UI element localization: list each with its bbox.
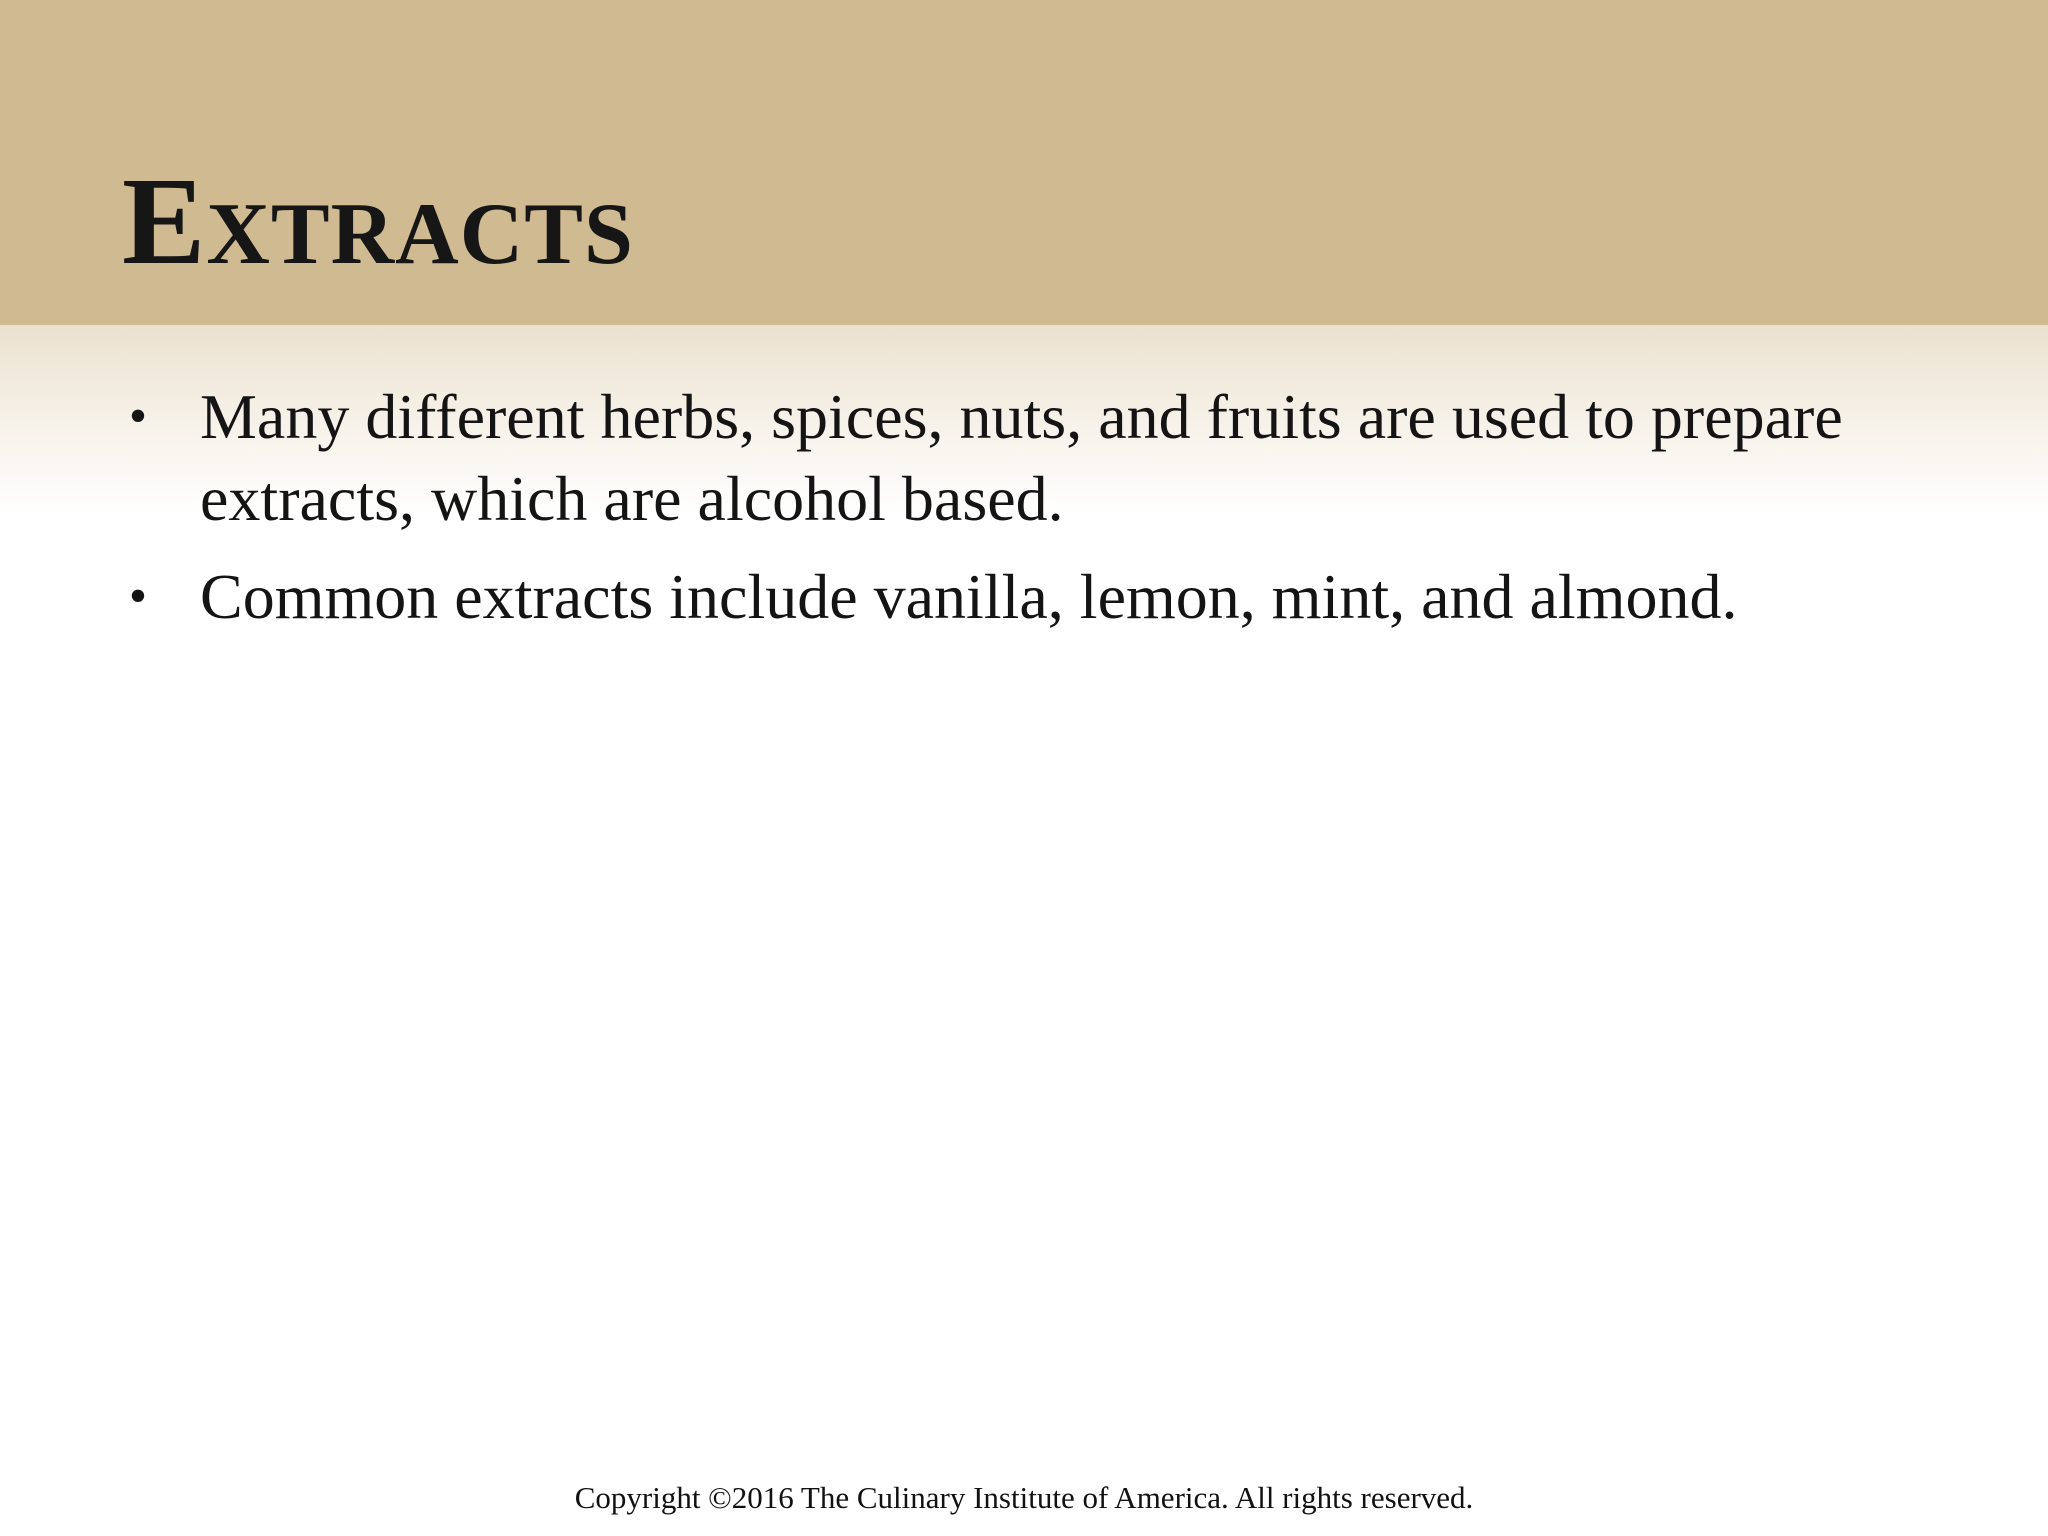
dotted-rule-decoration: [80, 0, 92, 1536]
bullet-item: [118, 376, 1918, 540]
bullet-list: [118, 376, 1918, 654]
copyright-footer: Copyright ©2016 The Culinary Institute of America. All rights reserved.: [574, 1480, 1474, 1515]
bullet-item: [118, 556, 1918, 638]
bullet-dot-icon: •: [128, 388, 148, 445]
bullet-text: Many different herbs, spices, nuts, and fruits are used to prepare extracts, which are alcohol based.: [200, 381, 1843, 534]
slide-title: Extracts: [122, 153, 634, 291]
bullet-dot-icon: •: [128, 568, 148, 625]
bullet-text: Common extracts include vanilla, lemon, mint, and almond.: [200, 561, 1738, 632]
